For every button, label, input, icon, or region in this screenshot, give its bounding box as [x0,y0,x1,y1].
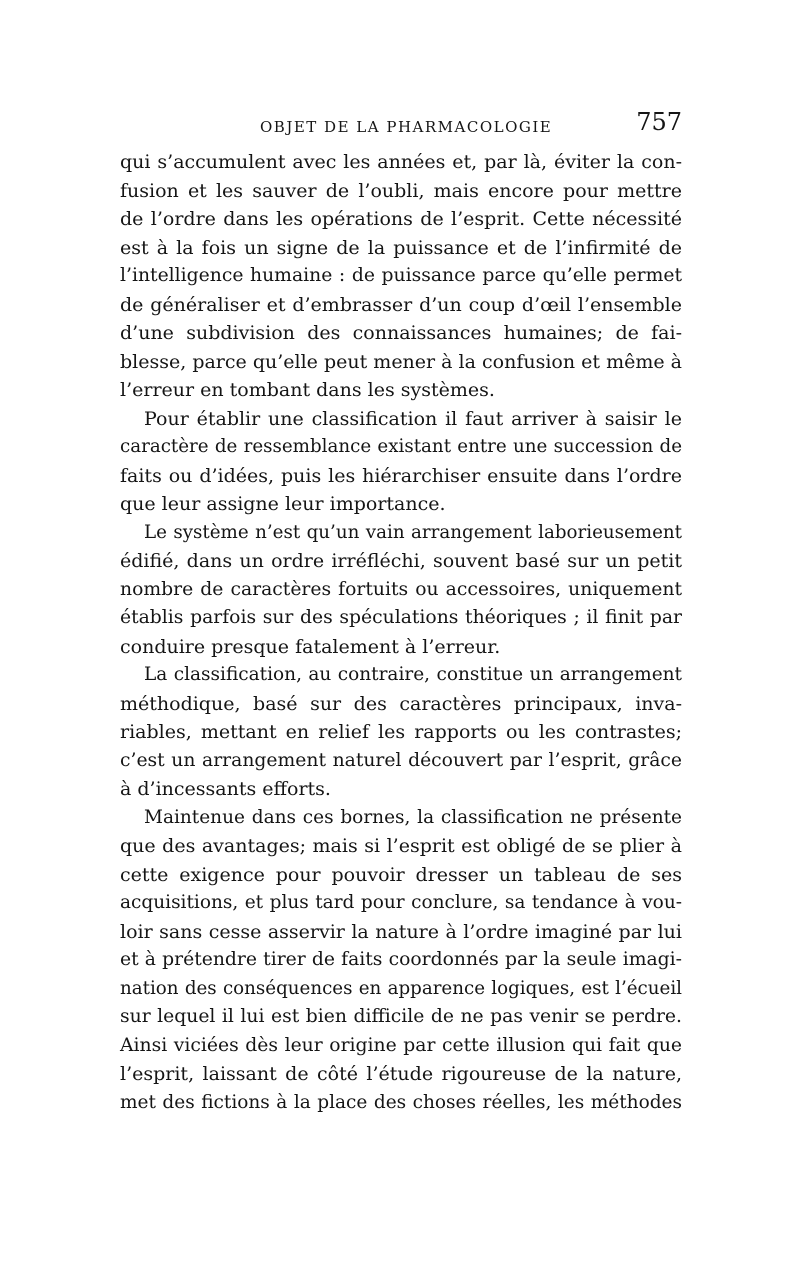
text-line: acquisitions, et plus tard pour conclure, sa tendance à vou- [120,892,682,913]
text-line: faits ou d’idées, puis les hiérarchiser ensuite dans l’ordre [120,464,682,487]
text-line: Ainsi viciées dès leur origine par cette illusion qui fait que [120,1034,682,1056]
text-line: loir sans cesse asservir la nature à l’ordre imaginé par lui [120,920,682,943]
text-line: de l’ordre dans les opérations de l’esprit. Cette nécessité [120,208,682,230]
text-line: d’une subdivision des connaissances humaines; de fai- [120,322,682,344]
text-line: met des fictions à la place des choses réelles, les méthodes [120,1091,682,1113]
text-line: et à prétendre tirer de faits coordonnés par la seule imagi- [120,949,682,970]
text-line: fusion et les sauver de l’oubli, mais encore pour mettre [120,179,682,202]
text-line: établis parfois sur des spéculations théoriques ; il finit par [120,607,682,628]
paragraph-start-line: Pour établir une classification il faut arriver à saisir le [144,407,682,430]
text-line: c’est un arrangement naturel découvert par l’esprit, grâce [120,749,682,771]
text-line: blesse, parce qu’elle peut mener à la confusion et même à [120,350,682,373]
body-text [120,148,682,1117]
paragraph-end-line: que leur assigne leur importance. [120,493,446,515]
paragraph-start-line: La classification, au contraire, constitue un arrangement [144,664,682,685]
text-line: riables, mettant en relief les rapports ou les contrastes; [120,721,682,743]
text-line: qui s’accumulent avec les années et, par là, éviter la con- [120,151,682,173]
text-line: sur lequel il lui est bien difficile de ne pas venir se perdre. [120,1006,682,1027]
paragraph-end-line: conduire presque fatalement à l’erreur. [120,635,501,658]
running-title: OBJET DE LA PHARMACOLOGIE [260,118,553,136]
paragraph-end-line: à d’incessants efforts. [120,778,331,800]
paragraph-end-line: l’erreur en tombant dans les systèmes. [120,379,495,401]
text-line: nation des conséquences en apparence logiques, est l’écueil [120,977,682,999]
text-line: que des avantages; mais si l’esprit est obligé de se plier à [120,835,682,857]
page-number: 757 [636,108,682,136]
paragraph-start-line: Le système n’est qu’un vain arrangement laborieusement [144,521,682,543]
text-line: cette exigence pour pouvoir dresser un tableau de ses [120,863,682,886]
paragraph-start-line: Maintenue dans ces bornes, la classification ne présente [144,806,682,828]
text-line: méthodique, basé sur des caractères principaux, inva- [120,692,682,715]
text-line: l’esprit, laissant de côté l’étude rigoureuse de la nature, [120,1063,682,1085]
text-line: de généraliser et d’embrasser d’un coup d’œil l’ensemble [120,293,682,316]
text-line: est à la fois un signe de la puissance et de l’infirmité de [120,236,682,259]
text-line: caractère de ressemblance existant entre une succession de [120,436,682,457]
text-line: l’intelligence humaine : de puissance parce qu’elle permet [120,265,682,286]
running-header [120,108,682,142]
text-line: édifié, dans un ordre irréfléchi, souvent basé sur un petit [120,550,682,572]
text-line: nombre de caractères fortuits ou accessoires, uniquement [120,578,682,600]
